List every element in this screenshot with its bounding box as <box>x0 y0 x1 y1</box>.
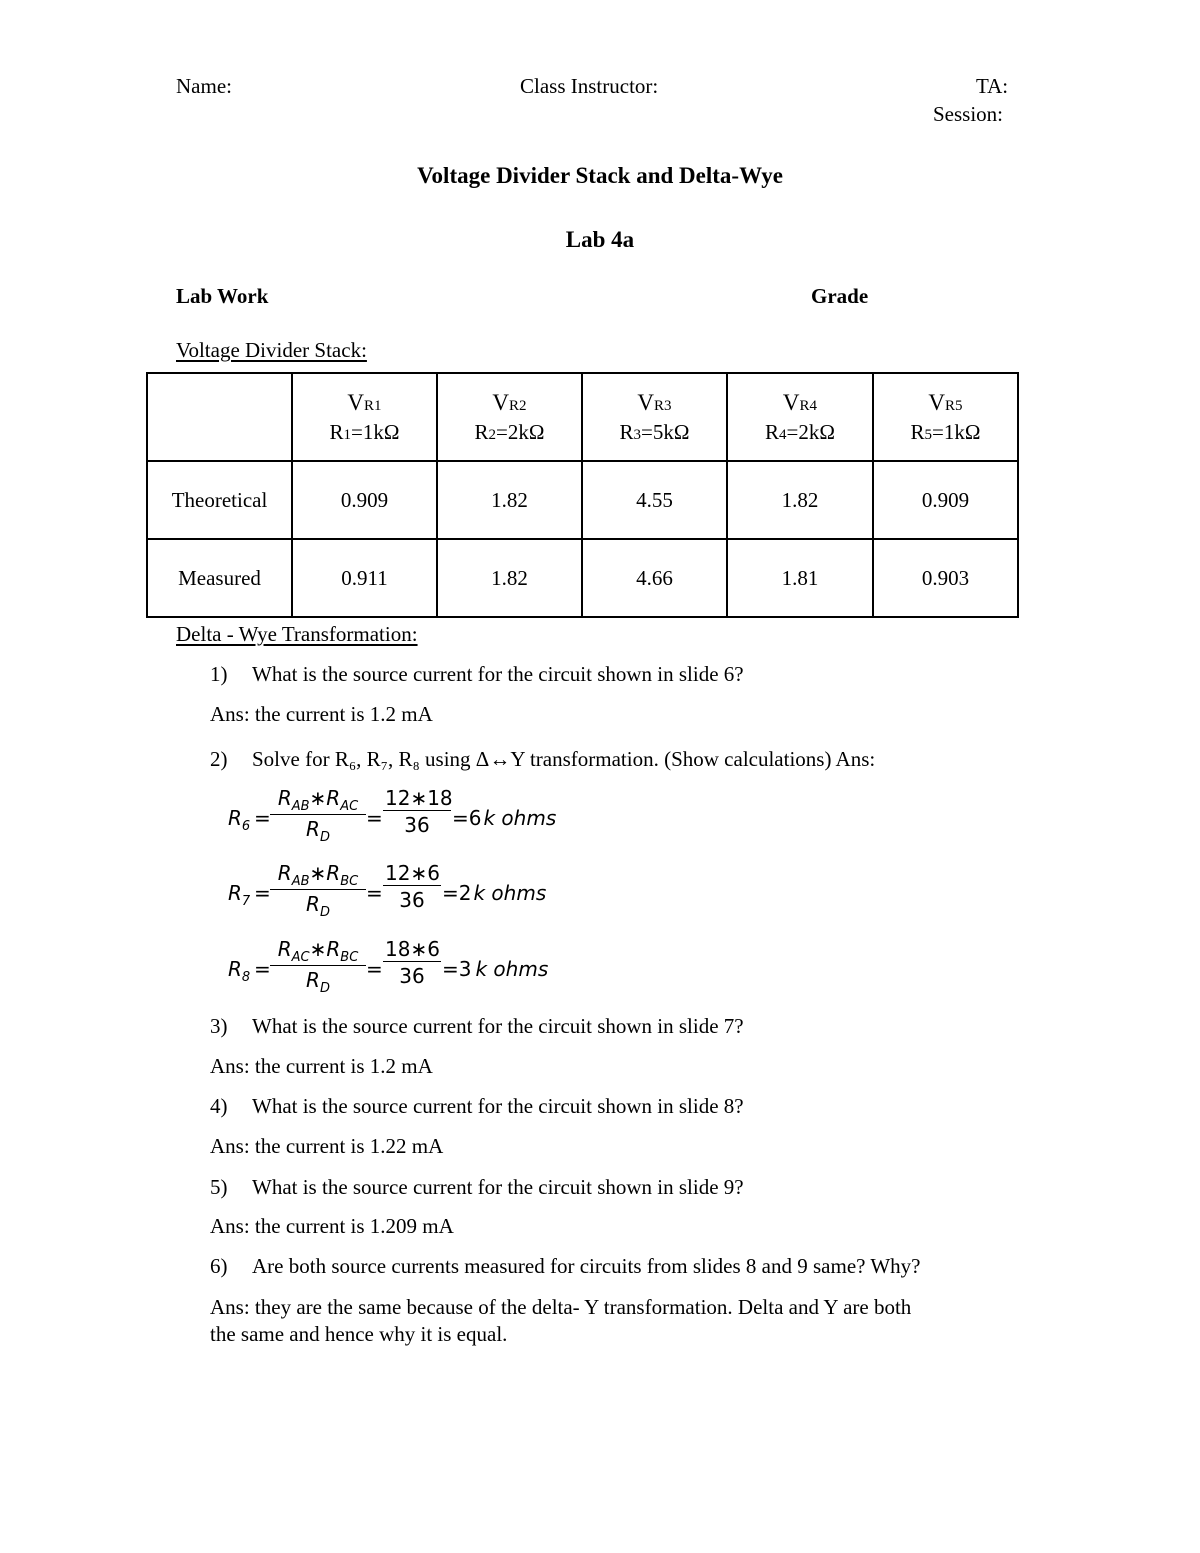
answer-text: Ans: the current is 1.2 mA <box>210 1054 433 1078</box>
question-text: What is the source current for the circuit shown in slide 8? <box>252 1094 744 1118</box>
table-cell: 1.81 <box>727 539 873 617</box>
table-corner-cell <box>147 373 292 461</box>
table-cell: 1.82 <box>437 461 582 539</box>
section-voltage-divider-title: Voltage Divider Stack: <box>176 338 367 362</box>
table-cell: 0.911 <box>292 539 437 617</box>
table-header-cell: VR5 R5=1kΩ <box>873 373 1018 461</box>
table-cell: 1.82 <box>437 539 582 617</box>
table-header-cell: VR4 R4=2kΩ <box>727 373 873 461</box>
answer-text: Ans: the current is 1.22 mA <box>210 1134 444 1158</box>
instructor-label: Class Instructor: <box>520 74 659 98</box>
row-label: Theoretical <box>147 461 292 539</box>
lab-work-label: Lab Work <box>176 284 269 308</box>
table-cell: 0.909 <box>292 461 437 539</box>
table-header-cell: VR2 R2=2kΩ <box>437 373 582 461</box>
table-cell: 0.903 <box>873 539 1018 617</box>
question-number: 2) <box>210 747 228 771</box>
grade-label: Grade <box>811 284 869 308</box>
question-text: Are both source currents measured for circuits from slides 8 and 9 same? Why? <box>252 1254 921 1278</box>
row-label: Measured <box>147 539 292 617</box>
table-header-cell: VR3 R3=5kΩ <box>582 373 727 461</box>
table-cell: 0.909 <box>873 461 1018 539</box>
question-text: Solve for R₆, R₇, R₈ using Δ↔Y transformation. (Show calculations) Ans: <box>252 747 876 771</box>
document-title: Voltage Divider Stack and Delta-Wye <box>417 163 783 188</box>
table-header-cell: VR1 R1=1kΩ <box>292 373 437 461</box>
question-number: 3) <box>210 1014 228 1038</box>
equation-r8: $R_8$ = $R_{AC}∗R_{BC}$ $R_D$ = $\frac{18∗6}{36}$ =3 k ohms <box>228 937 549 996</box>
voltage-divider-table <box>146 372 1019 618</box>
question-number: 5) <box>210 1175 228 1199</box>
document-subtitle: Lab 4a <box>565 227 635 252</box>
session-label: Session: <box>933 102 1004 126</box>
question-text: What is the source current for the circuit shown in slide 7? <box>252 1014 744 1038</box>
question-number: 4) <box>210 1094 228 1118</box>
table-row-theoretical <box>147 461 1018 539</box>
ta-label: TA: <box>976 74 1009 98</box>
answer-text: Ans: the current is 1.209 mA <box>210 1214 454 1238</box>
table-cell: 4.55 <box>582 461 727 539</box>
table-cell: 4.66 <box>582 539 727 617</box>
name-label: Name: <box>176 74 232 98</box>
question-number: 1) <box>210 662 228 686</box>
answer-text-continued: the same and hence why it is equal. <box>210 1322 508 1346</box>
table-cell: 1.82 <box>727 461 873 539</box>
equation-r6: $R_6$ = $R_{AB}∗R_{AC}$ $R_D$ = $\frac{12∗18}{36}$ =6 k ohms <box>228 786 557 845</box>
question-text: What is the source current for the circuit shown in slide 6? <box>252 662 744 686</box>
section-delta-wye-title: Delta - Wye Transformation: <box>176 622 418 646</box>
question-number: 6) <box>210 1254 228 1278</box>
equation-r7: $R_7$ = $R_{AB}∗R_{BC}$ $R_D$ = $\frac{12∗6}{36}$ =2 k ohms <box>228 861 547 920</box>
question-text: What is the source current for the circuit shown in slide 9? <box>252 1175 744 1199</box>
table-header-row <box>147 373 1018 461</box>
answer-text: Ans: they are the same because of the delta- Y transformation. Delta and Y are both <box>210 1295 912 1319</box>
table-row-measured <box>147 539 1018 617</box>
answer-text: Ans: the current is 1.2 mA <box>210 702 433 726</box>
